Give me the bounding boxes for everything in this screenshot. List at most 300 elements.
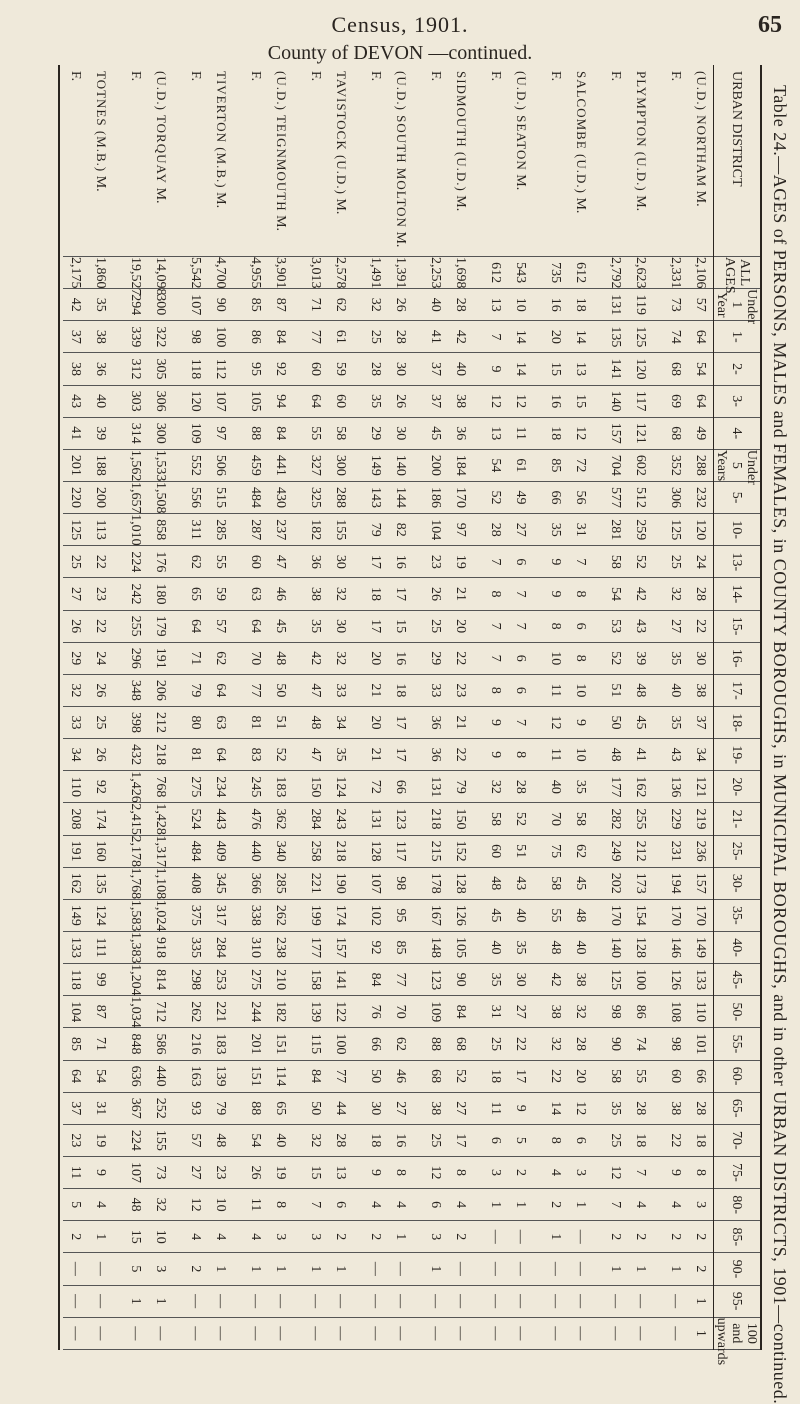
table-row <box>148 65 173 1350</box>
gap-cell <box>173 996 183 1028</box>
table-cell: 1 <box>328 1253 353 1285</box>
gap-cell <box>533 481 543 513</box>
table-cell: 236 <box>688 835 714 867</box>
table-cell: 15 <box>543 353 568 385</box>
gap-cell <box>593 449 603 481</box>
table-cell: 71 <box>88 1028 113 1060</box>
table-cell: 1,768 <box>123 867 148 899</box>
gap-cell <box>473 1285 483 1317</box>
table-cell: 155 <box>148 1124 173 1156</box>
sex-label: F. <box>68 71 83 82</box>
table-cell: 29 <box>63 642 88 674</box>
gap-cell <box>353 417 363 449</box>
gap-cell <box>593 739 603 771</box>
table-cell: 1,034 <box>123 996 148 1028</box>
gap-cell <box>533 578 543 610</box>
table-cell: 4 <box>448 1189 473 1221</box>
table-cell: 17 <box>363 610 388 642</box>
table-cell: 229 <box>663 803 688 835</box>
table-cell: 6 <box>508 674 533 706</box>
table-cell: 17 <box>388 578 413 610</box>
table-cell: 5 <box>508 1124 533 1156</box>
table-cell: 18 <box>388 674 413 706</box>
table-cell: 306 <box>663 481 688 513</box>
gap-cell <box>233 1317 243 1349</box>
district-cell <box>328 65 353 257</box>
table-cell: 255 <box>123 610 148 642</box>
table-cell: 40 <box>268 1124 293 1156</box>
table-cell: 61 <box>328 321 353 353</box>
table-cell: 70 <box>388 996 413 1028</box>
table-cell: 218 <box>328 835 353 867</box>
table-cell: 51 <box>508 835 533 867</box>
table-cell: 2,253 <box>423 257 448 289</box>
district-cell <box>508 65 533 257</box>
table-cell: 114 <box>268 1060 293 1092</box>
gap-cell <box>593 1156 603 1188</box>
gap-cell <box>353 1189 363 1221</box>
table-cell: 14 <box>543 1092 568 1124</box>
gap-cell <box>413 1253 423 1285</box>
table-cell: 154 <box>628 899 653 931</box>
table-cell: 43 <box>628 610 653 642</box>
gap-cell <box>293 1285 303 1317</box>
table-cell: — <box>508 1317 533 1349</box>
table-cell: 29 <box>363 417 388 449</box>
table-cell: 735 <box>543 257 568 289</box>
table-cell: 40 <box>483 931 508 963</box>
gap-cell <box>533 1285 543 1317</box>
table-cell: 1,562 <box>123 449 148 481</box>
gap-cell <box>653 610 663 642</box>
table-cell: 367 <box>123 1092 148 1124</box>
table-cell: 100 <box>208 321 233 353</box>
table-cell: 10 <box>568 739 593 771</box>
gap-cell <box>293 417 303 449</box>
table-cell: 4 <box>543 1156 568 1188</box>
table-cell: 1 <box>508 1189 533 1221</box>
gap-cell <box>473 674 483 706</box>
table-cell: 26 <box>88 674 113 706</box>
gap-cell <box>413 964 423 996</box>
table-cell: — <box>508 1253 533 1285</box>
table-cell: 294 <box>123 289 148 321</box>
table-cell: 242 <box>123 578 148 610</box>
table-cell: — <box>508 1285 533 1317</box>
table-cell: 111 <box>88 931 113 963</box>
gap-cell <box>173 610 183 642</box>
gap-cell <box>413 449 423 481</box>
table-cell: 183 <box>268 771 293 803</box>
table-cell: 186 <box>423 481 448 513</box>
gap-cell <box>653 385 663 417</box>
gap-cell <box>593 481 603 513</box>
gap-cell <box>533 931 543 963</box>
table-cell: 68 <box>423 1060 448 1092</box>
table-cell: 322 <box>148 321 173 353</box>
gap-cell <box>233 642 243 674</box>
gap-cell <box>413 835 423 867</box>
table-cell: 55 <box>303 417 328 449</box>
table-cell: 212 <box>628 835 653 867</box>
table-cell: 53 <box>603 610 628 642</box>
table-cell: 848 <box>123 1028 148 1060</box>
column-header: 70- <box>714 1124 761 1156</box>
gap-cell <box>413 1124 423 1156</box>
table-cell: 40 <box>423 289 448 321</box>
table-cell: 11 <box>543 739 568 771</box>
gap-cell <box>593 289 603 321</box>
table-cell: 69 <box>663 385 688 417</box>
gap-cell <box>533 289 543 321</box>
table-cell: 16 <box>388 546 413 578</box>
table-cell: 27 <box>663 610 688 642</box>
table-cell: 88 <box>423 1028 448 1060</box>
gap-cell <box>173 65 183 257</box>
gap-cell <box>473 835 483 867</box>
gap-cell <box>293 1221 303 1253</box>
table-cell: 4 <box>363 1189 388 1221</box>
table-cell: 79 <box>208 1092 233 1124</box>
table-cell: 30 <box>363 1092 388 1124</box>
table-cell: 1 <box>303 1253 328 1285</box>
gap-cell <box>293 867 303 899</box>
table-cell: 163 <box>183 1060 208 1092</box>
column-header: 40- <box>714 931 761 963</box>
table-cell: — <box>148 1317 173 1349</box>
ages-table <box>63 65 760 1366</box>
table-cell: 17 <box>363 546 388 578</box>
table-row <box>628 65 653 1350</box>
table-cell: 33 <box>63 706 88 738</box>
gap-cell <box>113 674 123 706</box>
table-cell: 16 <box>388 1124 413 1156</box>
table-cell: 21 <box>448 578 473 610</box>
table-cell: 123 <box>388 803 413 835</box>
gap-cell <box>593 771 603 803</box>
table-cell: 12 <box>568 417 593 449</box>
table-cell: 82 <box>388 514 413 546</box>
table-cell: 345 <box>208 867 233 899</box>
table-cell: 31 <box>88 1092 113 1124</box>
gap-cell <box>173 481 183 513</box>
sex-label: M. <box>273 215 288 232</box>
table-cell: 7 <box>483 610 508 642</box>
table-cell: 37 <box>423 385 448 417</box>
table-cell: 52 <box>508 803 533 835</box>
gap-cell <box>533 1156 543 1188</box>
table-cell: 262 <box>183 996 208 1028</box>
table-cell: 10 <box>508 289 533 321</box>
gap-cell <box>533 674 543 706</box>
gap-cell <box>293 1189 303 1221</box>
table-cell: 18 <box>363 1124 388 1156</box>
table-cell: 7 <box>628 1156 653 1188</box>
sex-label: F. <box>428 71 443 82</box>
table-cell: 238 <box>268 931 293 963</box>
gap-cell <box>113 1124 123 1156</box>
gap-cell <box>533 449 543 481</box>
table-cell: — <box>328 1317 353 1349</box>
gap-cell <box>233 835 243 867</box>
gap-cell <box>533 867 543 899</box>
table-cell: 200 <box>88 481 113 513</box>
gap-cell <box>113 706 123 738</box>
table-cell: 118 <box>63 964 88 996</box>
table-cell: 3 <box>148 1253 173 1285</box>
gap-cell <box>413 867 423 899</box>
table-cell: 14,098 <box>148 257 173 289</box>
table-cell: 32 <box>328 578 353 610</box>
table-cell: 64 <box>63 1060 88 1092</box>
table-cell: 48 <box>543 931 568 963</box>
gap-cell <box>653 706 663 738</box>
gap-cell <box>173 546 183 578</box>
table-row <box>603 65 628 1350</box>
table-cell: 74 <box>628 1028 653 1060</box>
table-cell: 20 <box>448 610 473 642</box>
table-cell: 61 <box>508 449 533 481</box>
table-cell: 35 <box>568 771 593 803</box>
district-name: TOTNES (M.B.) <box>94 71 109 173</box>
table-cell: 35 <box>88 289 113 321</box>
gap-cell <box>533 1092 543 1124</box>
table-cell: 224 <box>123 546 148 578</box>
table-cell: 22 <box>508 1028 533 1060</box>
table-cell: 32 <box>328 642 353 674</box>
gap-cell <box>353 289 363 321</box>
gap-cell <box>593 931 603 963</box>
gap-cell <box>113 803 123 835</box>
gap-cell <box>473 321 483 353</box>
gap-cell <box>593 899 603 931</box>
table-cell: 136 <box>663 771 688 803</box>
table-cell: 9 <box>568 706 593 738</box>
table-cell: 814 <box>148 964 173 996</box>
table-cell: — <box>448 1253 473 1285</box>
table-cell: 2,792 <box>603 257 628 289</box>
table-cell: 25 <box>423 1124 448 1156</box>
gap-cell <box>533 996 543 1028</box>
table-cell: 19,527 <box>123 257 148 289</box>
gap-cell <box>173 353 183 385</box>
gap-cell <box>293 964 303 996</box>
table-cell: 64 <box>208 674 233 706</box>
table-cell: 190 <box>328 867 353 899</box>
gap-cell <box>173 1092 183 1124</box>
table-cell: 335 <box>183 931 208 963</box>
gap-cell <box>473 739 483 771</box>
gap-cell <box>233 867 243 899</box>
gap-cell <box>233 610 243 642</box>
gap-cell <box>533 803 543 835</box>
gap-cell <box>473 65 483 257</box>
gap-cell <box>293 835 303 867</box>
table-cell: 141 <box>328 964 353 996</box>
table-cell: 1,698 <box>448 257 473 289</box>
table-cell: 36 <box>88 353 113 385</box>
table-cell: 57 <box>183 1124 208 1156</box>
gap-cell <box>413 1092 423 1124</box>
table-cell: 64 <box>243 610 268 642</box>
table-cell: 28 <box>483 514 508 546</box>
table-cell: 112 <box>208 353 233 385</box>
table-cell: 1 <box>148 1285 173 1317</box>
table-cell: 149 <box>688 931 714 963</box>
table-cell: 201 <box>63 449 88 481</box>
table-cell: 105 <box>448 931 473 963</box>
table-cell: 28 <box>388 321 413 353</box>
table-cell: 8 <box>688 1156 714 1188</box>
gap-cell <box>113 964 123 996</box>
table-cell: 2 <box>688 1221 714 1253</box>
gap-cell <box>413 706 423 738</box>
table-cell: 40 <box>88 385 113 417</box>
column-header: 30- <box>714 867 761 899</box>
table-cell: 48 <box>268 642 293 674</box>
table-cell: 1,428 <box>148 803 173 835</box>
gap-cell <box>413 899 423 931</box>
row-gap <box>233 65 243 1350</box>
table-cell: 1 <box>688 1285 714 1317</box>
table-cell: 63 <box>208 706 233 738</box>
table-cell: 2 <box>688 1253 714 1285</box>
table-cell: — <box>363 1285 388 1317</box>
table-cell: 2 <box>328 1221 353 1253</box>
table-cell: 74 <box>663 321 688 353</box>
table-cell: 119 <box>628 289 653 321</box>
gap-cell <box>413 1317 423 1349</box>
gap-cell <box>173 867 183 899</box>
table-cell: 123 <box>423 964 448 996</box>
table-cell: 1 <box>268 1253 293 1285</box>
table-cell: 38 <box>88 321 113 353</box>
table-cell: 298 <box>183 964 208 996</box>
table-cell: 31 <box>568 514 593 546</box>
table-cell: 144 <box>388 481 413 513</box>
gap-cell <box>653 1124 663 1156</box>
gap-cell <box>233 931 243 963</box>
sex-label: M. <box>93 175 108 192</box>
table-cell: 14 <box>508 353 533 385</box>
district-name: SALCOMBE (U.D.) <box>574 71 589 194</box>
table-cell: 352 <box>663 449 688 481</box>
table-cell: 15 <box>568 385 593 417</box>
table-cell: 202 <box>603 867 628 899</box>
gap-cell <box>593 1124 603 1156</box>
table-cell: 10 <box>568 674 593 706</box>
gap-cell <box>413 353 423 385</box>
gap-cell <box>473 1092 483 1124</box>
gap-cell <box>593 674 603 706</box>
column-header: 19- <box>714 739 761 771</box>
gap-cell <box>413 257 423 289</box>
table-cell: 303 <box>123 385 148 417</box>
table-cell: 26 <box>423 578 448 610</box>
gap-cell <box>173 739 183 771</box>
table-cell: 37 <box>423 353 448 385</box>
table-cell: 1 <box>423 1253 448 1285</box>
table-cell: 110 <box>63 771 88 803</box>
gap-cell <box>533 1253 543 1285</box>
table-cell: 26 <box>388 385 413 417</box>
table-cell: 255 <box>628 803 653 835</box>
gap-cell <box>413 610 423 642</box>
gap-cell <box>293 771 303 803</box>
table-cell: 215 <box>423 835 448 867</box>
gap-cell <box>653 1253 663 1285</box>
table-cell: 1,383 <box>123 931 148 963</box>
table-cell: 88 <box>243 417 268 449</box>
table-cell: 40 <box>543 771 568 803</box>
table-cell: 6 <box>508 546 533 578</box>
table-cell: 2,175 <box>63 257 88 289</box>
table-cell: 92 <box>268 353 293 385</box>
gap-cell <box>533 642 543 674</box>
table-cell: 21 <box>363 674 388 706</box>
table-cell: 141 <box>603 353 628 385</box>
table-cell: — <box>508 1221 533 1253</box>
gap-cell <box>533 610 543 642</box>
district-cell <box>303 65 328 257</box>
table-cell: 100 <box>328 1028 353 1060</box>
column-header: 80- <box>714 1189 761 1221</box>
gap-cell <box>413 578 423 610</box>
table-cell: 2,578 <box>328 257 353 289</box>
gap-cell <box>653 964 663 996</box>
table-cell: 25 <box>663 546 688 578</box>
table-cell: 8 <box>483 578 508 610</box>
table-cell: — <box>603 1285 628 1317</box>
gap-cell <box>113 1092 123 1124</box>
table-cell: — <box>423 1317 448 1349</box>
gap-cell <box>173 1156 183 1188</box>
table-cell: 66 <box>363 1028 388 1060</box>
table-cell: 577 <box>603 481 628 513</box>
gap-cell <box>533 514 543 546</box>
gap-cell <box>173 417 183 449</box>
sex-label: F. <box>308 71 323 82</box>
gap-cell <box>653 417 663 449</box>
gap-cell <box>233 321 243 353</box>
gap-cell <box>113 481 123 513</box>
table-cell: 151 <box>243 1060 268 1092</box>
table-cell: 65 <box>183 578 208 610</box>
table-cell: 310 <box>243 931 268 963</box>
table-cell: 48 <box>483 867 508 899</box>
table-cell: 20 <box>363 642 388 674</box>
table-cell: 48 <box>628 674 653 706</box>
column-header: 18- <box>714 706 761 738</box>
column-header: 75- <box>714 1156 761 1188</box>
table-cell: — <box>208 1317 233 1349</box>
table-cell: 97 <box>448 514 473 546</box>
column-header: 100 and upwards <box>714 1317 760 1366</box>
gap-cell <box>533 1124 543 1156</box>
table-cell: 62 <box>328 289 353 321</box>
table-cell: — <box>483 1317 508 1349</box>
table-cell: 5 <box>123 1253 148 1285</box>
table-cell: 3 <box>423 1221 448 1253</box>
table-cell: 312 <box>123 353 148 385</box>
table-cell: 24 <box>688 546 714 578</box>
gap-cell <box>173 321 183 353</box>
table-cell: 556 <box>183 481 208 513</box>
table-cell: 245 <box>243 771 268 803</box>
table-cell: 84 <box>363 964 388 996</box>
gap-cell <box>353 835 363 867</box>
gap-cell <box>113 417 123 449</box>
